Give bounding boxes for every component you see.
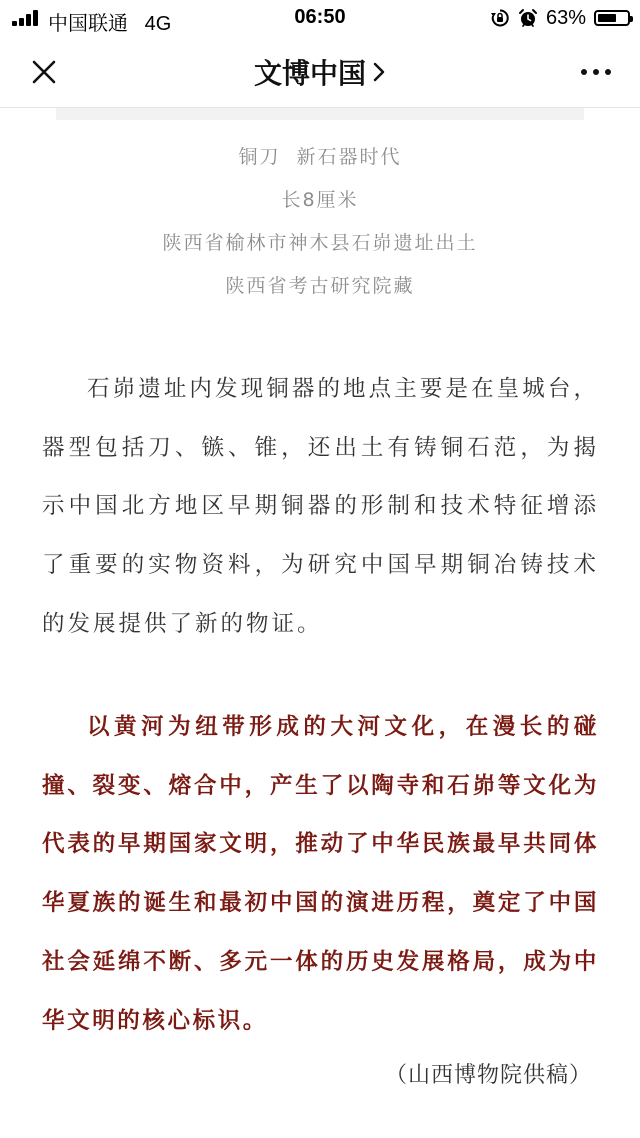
more-button[interactable]: [576, 56, 616, 88]
article-image: [56, 108, 584, 120]
caption-line: 陕西省考古研究院藏: [225, 275, 415, 297]
account-title-link[interactable]: [254, 52, 386, 92]
battery-icon: [594, 10, 630, 26]
image-caption: [0, 140, 640, 312]
orientation-lock-icon: [490, 8, 510, 28]
page-title: 文博中国: [253, 57, 366, 90]
carrier-name: 中国联通: [48, 13, 128, 35]
status-time: 06:50: [294, 6, 346, 28]
chevron-right-icon: [372, 60, 386, 84]
article-paragraph: 石峁遗址内发现铜器的地点主要是在皇城台，器型包括刀、镞、锥，还出土有铸铜石范，为揭示中国北方地区早期铜器的形制和技术特征增添了重要的实物资料，为研究中国早期铜冶铸技术的发展提供了新的物证。: [42, 376, 599, 637]
battery-level: [598, 14, 616, 22]
caption-line: 陕西省榆林市神木县石峁遗址出土: [162, 232, 478, 254]
status-right-group: [490, 6, 630, 30]
more-icon: [576, 56, 616, 88]
nav-bar: [0, 36, 640, 108]
caption-line: 长8厘米: [281, 189, 359, 211]
nav-title-wrap: [0, 52, 640, 92]
article-credit: （山西博物院供稿）: [384, 1063, 592, 1088]
battery-percent: 63%: [545, 6, 586, 29]
status-bar: [0, 0, 640, 36]
article-highlight-paragraph: 以黄河为纽带形成的大河文化，在漫长的碰撞、裂变、熔合中，产生了以陶寺和石峁等文化为代表的早期国家文明，推动了中华民族最早共同体华夏族的诞生和最初中国的演进历程，奠定了中国社会延绵不断、多元一体的历史发展格局，成为中华文明的核心标识。: [42, 714, 599, 1034]
alarm-icon: [518, 8, 538, 28]
network-type: 4G: [144, 13, 172, 35]
caption-line: 铜刀 新石器时代: [238, 146, 402, 168]
